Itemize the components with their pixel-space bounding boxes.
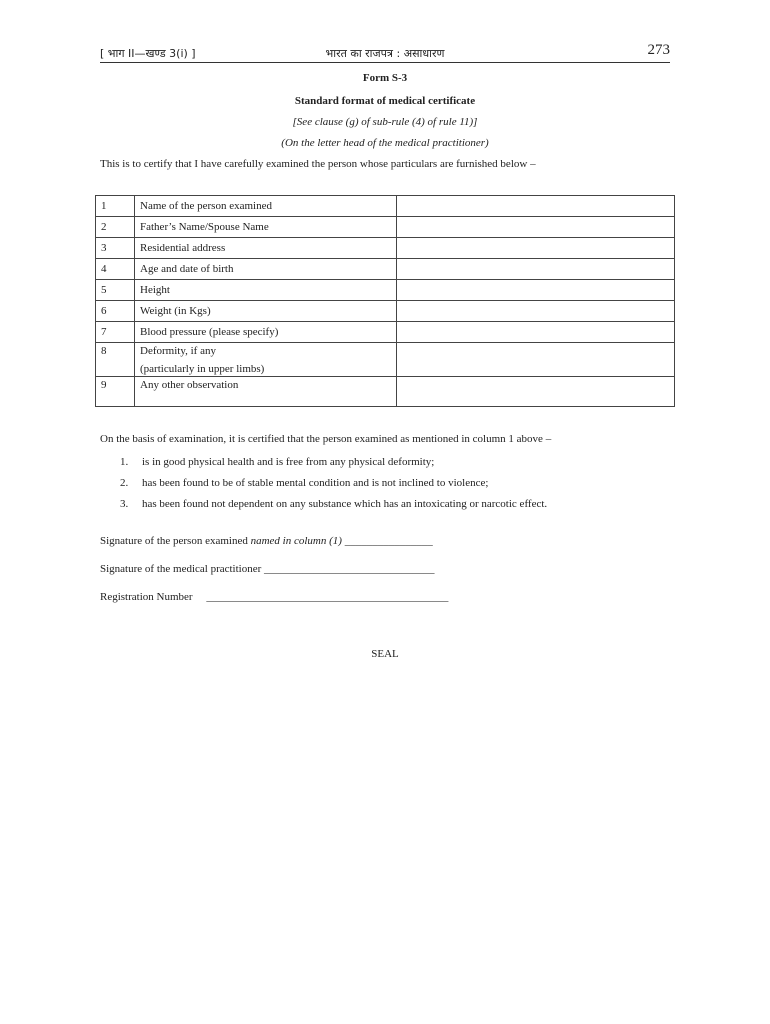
form-title: Form S-3 bbox=[362, 72, 408, 84]
row-number: 8 bbox=[96, 343, 135, 377]
row-label: Height bbox=[135, 280, 397, 301]
practitioner-signature-line bbox=[100, 563, 435, 575]
certification-item bbox=[120, 477, 488, 489]
row-value-field[interactable] bbox=[397, 377, 675, 407]
page-header bbox=[100, 42, 670, 63]
practitioner-signature-label: Signature of the medical practitioner bbox=[100, 563, 262, 575]
form-subtitle: Standard format of medical certificate bbox=[294, 95, 476, 107]
table-row bbox=[96, 280, 675, 301]
row-number: 6 bbox=[96, 301, 135, 322]
item-number: 1. bbox=[120, 456, 129, 468]
table-row bbox=[96, 217, 675, 238]
particulars-table bbox=[95, 195, 675, 407]
table-row bbox=[96, 301, 675, 322]
registration-number-blank[interactable]: ____________________________________________ bbox=[192, 591, 449, 603]
row-number: 1 bbox=[96, 196, 135, 217]
row-number: 4 bbox=[96, 259, 135, 280]
person-signature-label: Signature of the person examined bbox=[100, 535, 251, 547]
table-row bbox=[96, 343, 675, 377]
registration-number-line bbox=[100, 591, 448, 603]
row-value-field[interactable] bbox=[397, 196, 675, 217]
row-label-cell bbox=[135, 343, 397, 377]
row-value-field[interactable] bbox=[397, 322, 675, 343]
row-label: Weight (in Kgs) bbox=[135, 301, 397, 322]
table-row bbox=[96, 259, 675, 280]
table-row bbox=[96, 322, 675, 343]
row-value-field[interactable] bbox=[397, 217, 675, 238]
header-section: [ भाग II—खण्ड 3(i) ] bbox=[100, 47, 196, 60]
row-label-note: (particularly in upper limbs) bbox=[140, 363, 265, 375]
item-text: has been found not dependent on any substance which has an intoxicating or narcotic effect. bbox=[142, 498, 548, 510]
row-number: 7 bbox=[96, 322, 135, 343]
table-row bbox=[96, 238, 675, 259]
row-label: Name of the person examined bbox=[135, 196, 397, 217]
practitioner-signature-blank[interactable]: _______________________________ bbox=[261, 563, 435, 575]
seal-label: SEAL bbox=[371, 648, 399, 660]
item-number: 2. bbox=[120, 477, 129, 489]
item-number: 3. bbox=[120, 498, 129, 510]
table-row bbox=[96, 377, 675, 407]
table-row bbox=[96, 196, 675, 217]
certification-item bbox=[120, 456, 434, 468]
row-label: Blood pressure (please specify) bbox=[135, 322, 397, 343]
row-value-field[interactable] bbox=[397, 238, 675, 259]
row-label: Age and date of birth bbox=[135, 259, 397, 280]
row-number: 3 bbox=[96, 238, 135, 259]
row-value-field[interactable] bbox=[397, 301, 675, 322]
page-number: 273 bbox=[647, 42, 670, 58]
row-number: 9 bbox=[96, 377, 135, 407]
row-label: Father’s Name/Spouse Name bbox=[135, 217, 397, 238]
item-text: has been found to be of stable mental condition and is not inclined to violence; bbox=[142, 477, 489, 489]
row-value-field[interactable] bbox=[397, 259, 675, 280]
row-value-field[interactable] bbox=[397, 280, 675, 301]
registration-number-label: Registration Number bbox=[100, 591, 193, 603]
form-reference: [See clause (g) of sub-rule (4) of rule 11)] bbox=[292, 116, 478, 128]
certification-item bbox=[120, 498, 547, 510]
row-label: Deformity, if any bbox=[140, 345, 216, 357]
row-number: 2 bbox=[96, 217, 135, 238]
header-gazette-title: भारत का राजपत्र : असाधारण bbox=[325, 47, 445, 60]
item-text: is in good physical health and is free from any physical deformity; bbox=[142, 456, 435, 468]
letterhead-note: (On the letter head of the medical practitioner) bbox=[281, 137, 489, 149]
person-signature-line bbox=[100, 535, 433, 547]
row-label: Residential address bbox=[135, 238, 397, 259]
person-signature-label-italic: named in column (1) bbox=[250, 535, 342, 547]
certification-basis: On the basis of examination, it is certified that the person examined as mentioned in column 1 above – bbox=[100, 433, 552, 445]
intro-text: This is to certify that I have carefully examined the person whose particulars are furnished below – bbox=[100, 158, 536, 170]
row-number: 5 bbox=[96, 280, 135, 301]
row-value-field[interactable] bbox=[397, 343, 675, 377]
person-signature-blank[interactable]: ________________ bbox=[341, 535, 433, 547]
row-label: Any other observation bbox=[135, 377, 397, 407]
